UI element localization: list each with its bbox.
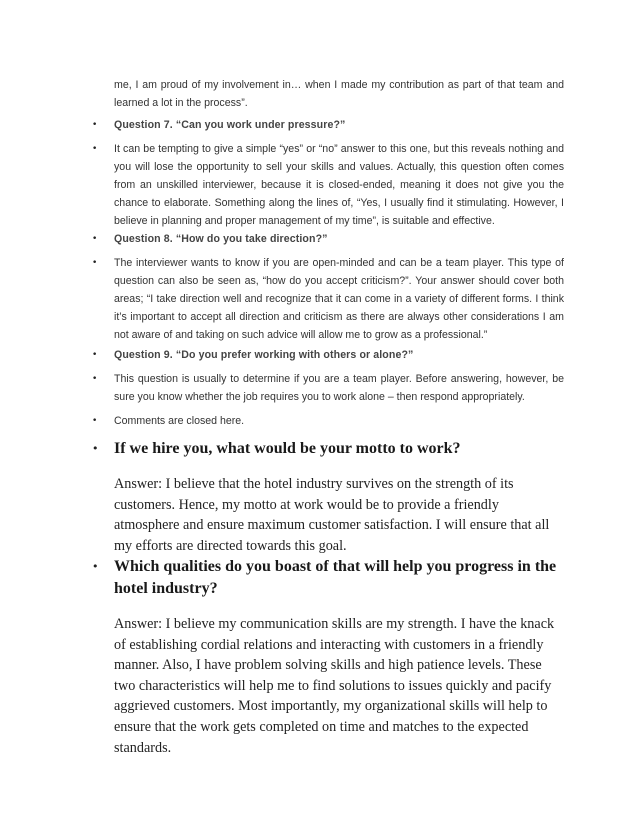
bullet-icon: • [92, 258, 98, 268]
question-text: Question 8. “How do you take direction?” [114, 233, 328, 245]
intro-text: me, I am proud of my involvement in… when I made my contribution as part of that team and learned a lot in the process”. [114, 79, 564, 109]
answer-7 [92, 140, 564, 230]
question-text: Question 9. “Do you prefer working with others or alone?” [114, 349, 414, 361]
hotel-answer-text: Answer: I believe my communication skills are my strength. I have the knack of establishing cordial relations and interacting with customers in a friendly manner. Also, I have problem solving skills and high patience levels. These two characteristics will help me to find solutions to issues quickly and pacify aggrieved customers. Most importantly, my organizational skills will help to ensure that the work gets completed on time and matches to the expected standards. [114, 616, 555, 756]
bullet-icon: • [92, 374, 98, 384]
hotel-question-qualities [92, 556, 564, 758]
hotel-answer-text: Answer: I believe that the hotel industry survives on the strength of its customers. Hence, my motto at work would be to provide a friendly atmosphere and ensure maximum customer satisfaction. I will ensure that all my efforts are directed towards this goal. [114, 476, 550, 554]
bullet-icon: • [92, 560, 99, 573]
answer-text: It can be tempting to give a simple “yes” or “no” answer to this one, but this reveals nothing and you will lose the opportunity to sell your skills and values. Actually, this question often comes from an unskilled interviewer, because it is closed-ended, meaning it does not give you the chance to elaborate. Something along the lines of, “Yes, I usually find it stimulating. However, I believe in planning and proper management of my time”, is suitable and effective. [114, 143, 564, 227]
question-text: Question 7. “Can you work under pressure?” [114, 119, 346, 131]
bullet-icon: • [92, 120, 98, 130]
answer-text: This question is usually to determine if you are a team player. Before answering, however, be sure you know whether the job requires you to work alone – then respond appropriately. [114, 373, 564, 403]
answer-9 [92, 370, 564, 406]
hotel-question-motto [92, 438, 564, 556]
bullet-icon: • [92, 234, 98, 244]
note-text: Comments are closed here. [114, 415, 245, 427]
comments-note [92, 412, 564, 430]
bullet-icon: • [92, 442, 99, 455]
answer-text: The interviewer wants to know if you are open-minded and can be a team player. This type of question can also be seen as, “how do you accept criticism?”. Your answer should cover both areas; “I take direction well and recognize that it can come in a variety of different forms. I think it’s important to accept all direction and criticism as there are always other considerations I am not aware of and taking on such advice will allow me to grow as a professional.” [114, 257, 564, 341]
bullet-icon: • [92, 144, 98, 154]
answer-8 [92, 254, 564, 344]
question-8 [92, 230, 564, 248]
bullet-icon: • [92, 350, 98, 360]
question-9 [92, 346, 564, 364]
question-7 [92, 116, 564, 134]
hotel-question-heading: If we hire you, what would be your motto to work? [114, 440, 461, 457]
bullet-icon: • [92, 416, 98, 426]
hotel-question-heading: Which qualities do you boast of that will help you progress in the hotel industry? [114, 558, 557, 597]
intro-continuation [114, 76, 564, 112]
